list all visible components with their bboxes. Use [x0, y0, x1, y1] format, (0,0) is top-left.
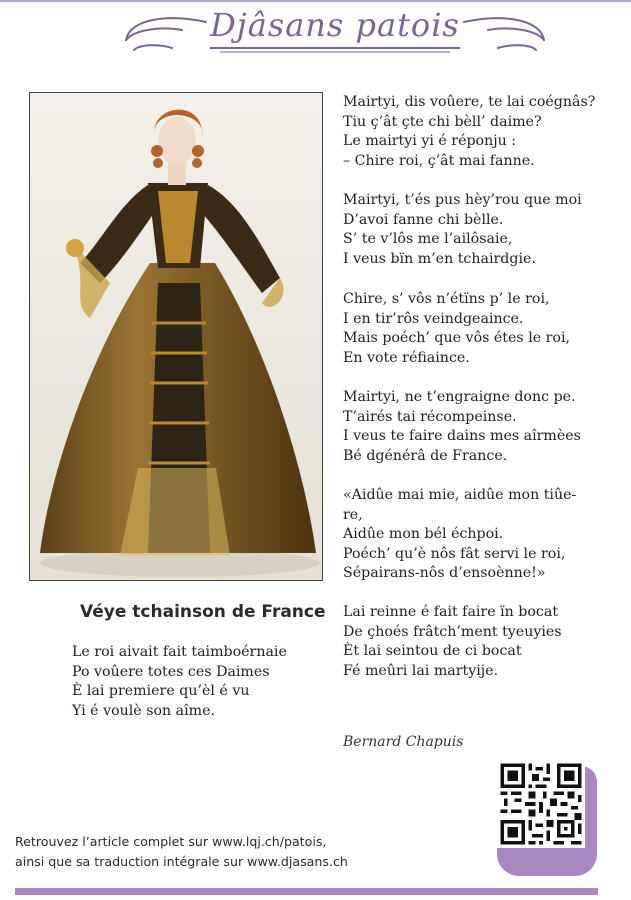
footer-line-article: Retrouvez l’article complet sur www.lqj.ch/patois, — [15, 834, 327, 849]
stanza-6 — [343, 486, 576, 584]
song-title: Véye tchainson de France — [80, 602, 326, 622]
verse-line: re, — [343, 506, 363, 523]
verse-line: D’avoi fanne chi bèlle. — [343, 211, 504, 228]
qr-code-graphic — [497, 760, 585, 848]
verse-line: T’airés tai récompeinse. — [343, 408, 517, 425]
verse-line: Aidûe mon bél échpoi. — [343, 526, 504, 543]
verse-line: Poéch’ qu’è nôs fât servi le roi, — [343, 545, 566, 562]
stanza-1 — [72, 643, 287, 721]
header-title: Djâsans patois — [210, 6, 460, 44]
verse-line: – Chire roi, ç’ât mai fanne. — [343, 152, 535, 169]
footer-line-translation: ainsi que sa traduction intégrale sur www.djasans.ch — [15, 854, 348, 869]
stanza-3 — [343, 191, 582, 269]
verse-line: Èt lai seintou de ci bocat — [343, 643, 522, 660]
verse-line: Le roi aivait fait taimboérnaie — [72, 644, 287, 660]
top-divider — [0, 0, 631, 2]
verse-line: Mairtyi, dis voûere, te lai coégnâs? — [343, 94, 596, 110]
verse-line: Chire, s’ vôs n’étïns p’ le roi, — [343, 291, 550, 307]
verse-line: Mairtyi, t’és pus hèy’rou que moi — [343, 192, 582, 208]
verse-line: «Aidûe mai mie, aidûe mon tiûe- — [343, 487, 577, 503]
stanza-5 — [343, 388, 581, 466]
stanza-2 — [343, 93, 595, 171]
verse-line: È lai premiere qu’èl é vu — [72, 683, 250, 700]
verse-line: I veus te faire dains mes aîrmèes — [343, 428, 581, 445]
verse-line: Lai reinne é fait faire ïn bocat — [343, 604, 559, 620]
bottom-accent-bar — [15, 888, 598, 895]
costume-photo — [29, 92, 323, 581]
verse-line: Yi é voulè son aîme. — [72, 702, 216, 719]
footer-text — [15, 832, 348, 872]
verse-line: Mairtyi, ne t’engraigne donc pe. — [343, 389, 576, 405]
verse-line: I en tir’rôs veindgeaince. — [343, 310, 524, 327]
verse-line: Le mairtyi yi é réponju : — [343, 133, 517, 150]
verse-line: I veus bïn m’en tchairdgie. — [343, 250, 536, 267]
qr-code-icon[interactable] — [497, 760, 585, 848]
verse-line: Sépairans-nôs d’ensoènne!» — [343, 565, 546, 582]
author-name: Bernard Chapuis — [343, 734, 464, 750]
stanza-7 — [343, 603, 562, 681]
verse-line: Bé dgénérâ de France. — [343, 447, 508, 464]
stanza-4 — [343, 290, 570, 368]
verse-line: S’ te v’lôs me l’ailôsaie, — [343, 231, 513, 248]
header-banner — [120, 4, 550, 64]
verse-line: Fé meûri lai martyije. — [343, 662, 499, 679]
verse-line: De çhoés frâtch’ment tyeuyies — [343, 623, 562, 640]
verse-line: Tiu ç’ât çte chi bèll’ daime? — [343, 113, 542, 130]
verse-line: Mais poéch’ que vôs étes le roi, — [343, 330, 571, 347]
verse-line: En vote réfiaince. — [343, 349, 470, 366]
woman-in-gown-illustration — [30, 93, 323, 581]
verse-line: Po voûere totes ces Daimes — [72, 663, 270, 680]
